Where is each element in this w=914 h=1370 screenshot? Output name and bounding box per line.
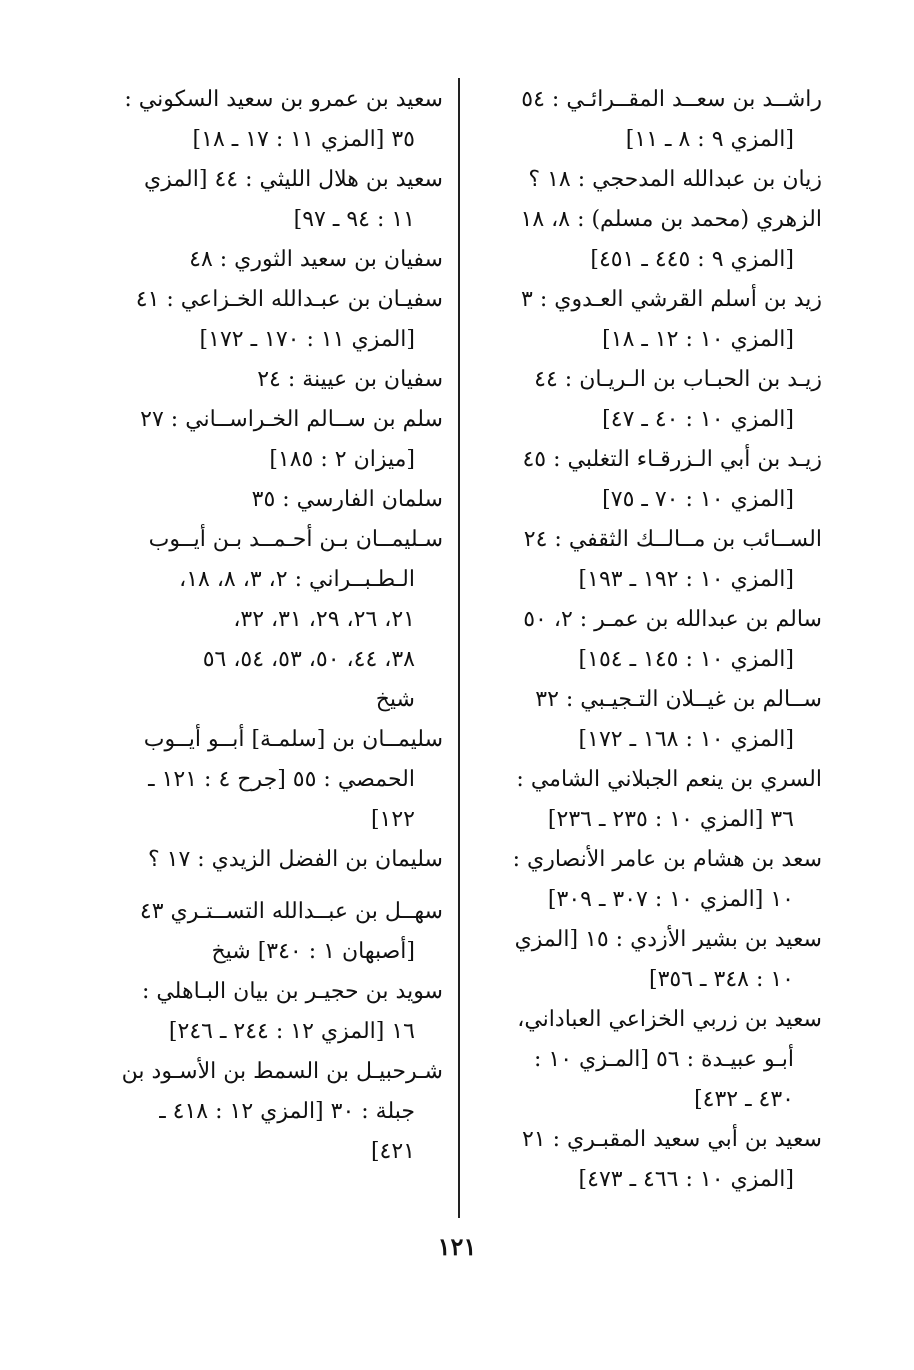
entry-headword-line: سالم بن عبدالله بن عمـر : ٢، ٥٠ (523, 607, 822, 632)
entry-continuation-line: ٣٦ [المزي ١٠ : ٢٣٥ ـ ٢٣٦] (547, 807, 794, 832)
index-entry (494, 840, 822, 920)
index-entry (115, 892, 443, 972)
page-number: ١٢١ (437, 1232, 477, 1261)
entry-headword-line: سـليمــان بـن أحـمــد بـن أيــوب (148, 527, 443, 552)
entry-continuation-line: ٢١، ٢٦، ٢٩، ٣١، ٣٢، (233, 607, 415, 632)
entry-continuation-line: ٤٢١] (370, 1139, 415, 1164)
entry-continuation-line: [المزي ٩ : ٤٤٥ ـ ٤٥١] (590, 247, 794, 272)
index-entry (115, 160, 443, 240)
entry-continuation-line: [المزي ١٠ : ١٢ ـ ١٨] (602, 327, 794, 352)
index-entry (494, 1000, 822, 1120)
entry-headword-line: زيـد بن أبي الـزرقـاء التغلبي : ٤٥ (522, 447, 822, 472)
index-column-right (494, 80, 822, 1200)
index-entry (115, 520, 443, 720)
entry-headword-line: الزهري (محمد بن مسلم) : ٨، ١٨ (520, 207, 822, 232)
entry-headword-line: شـرحبيـل بن السمط بن الأسـود بن (121, 1059, 443, 1084)
index-entry (494, 600, 822, 680)
index-entry (115, 360, 443, 400)
index-entry (494, 920, 822, 1000)
index-entry (494, 440, 822, 520)
index-entry (494, 520, 822, 600)
index-entry (494, 280, 822, 360)
entry-continuation-line: [المزي ١١ : ١٧٠ ـ ١٧٢] (199, 327, 415, 352)
entry-continuation-line: ١١ : ٩٤ ـ ٩٧] (293, 207, 415, 232)
index-column-left (115, 80, 443, 1172)
index-entry (115, 1052, 443, 1172)
index-entry (494, 680, 822, 760)
index-entry (494, 360, 822, 440)
index-entry (494, 200, 822, 280)
entry-continuation-line: [المزي ١٠ : ١٤٥ ـ ١٥٤] (578, 647, 794, 672)
entry-continuation-line: ١٦ [المزي ١٢ : ٢٤٤ ـ ٢٤٦] (168, 1019, 415, 1044)
index-entry (115, 840, 443, 880)
index-entry (494, 760, 822, 840)
entry-continuation-line: [المزي ١٠ : ١٦٨ ـ ١٧٢] (578, 727, 794, 752)
entry-continuation-line: الـطـبــراني : ٢، ٣، ٨، ١٨، (179, 567, 415, 592)
entry-continuation-line: ٣٨، ٤٤، ٥٠، ٥٣، ٥٤، ٥٦ (202, 647, 415, 672)
entry-continuation-line: [المزي ١٠ : ٤٦٦ ـ ٤٧٣] (578, 1167, 794, 1192)
index-entry (494, 1120, 822, 1200)
entry-continuation-line: [ميزان ٢ : ١٨٥] (269, 447, 415, 472)
entry-continuation-line: ١٠ : ٣٤٨ ـ ٣٥٦] (649, 967, 794, 992)
entry-headword-line: سفيان بن سعيد الثوري : ٤٨ (189, 247, 443, 272)
entry-headword-line: سلمان الفارسي : ٣٥ (251, 487, 443, 512)
entry-headword-line: سفيان بن عيينة : ٢٤ (257, 367, 443, 392)
index-entry (115, 720, 443, 840)
entry-continuation-line: [المزي ١٠ : ٧٠ ـ ٧٥] (602, 487, 794, 512)
index-entry (115, 480, 443, 520)
entry-headword-line: سليمــان بن [سلمـة] أبــو أيــوب (143, 727, 443, 752)
entry-headword-line: سفيـان بن عبـدالله الخـزاعي : ٤١ (135, 287, 443, 312)
index-entry (494, 160, 822, 200)
entry-continuation-line: [المزي ٩ : ٨ ـ ١١] (625, 127, 794, 152)
entry-headword-line: راشــد بن سعــد المقــرائـي : ٥٤ (521, 87, 822, 112)
column-divider (458, 78, 460, 1218)
entry-continuation-line: [أصبهان ١ : ٣٤٠] شيخ (211, 939, 415, 964)
entry-headword-line: سعيد بن هلال الليثي : ٤٤ [المزي (143, 167, 443, 192)
entry-continuation-line: الحمصي : ٥٥ [جرح ٤ : ١٢١ ـ (148, 767, 415, 792)
entry-continuation-line: ١٠ [المزي ١٠ : ٣٠٧ ـ ٣٠٩] (547, 887, 794, 912)
entry-headword-line: ســالم بن غيــلان التـجيـبي : ٣٢ (535, 687, 822, 712)
index-entry (494, 80, 822, 160)
index-entry (115, 240, 443, 280)
entry-continuation-line: ٣٥ [المزي ١١ : ١٧ ـ ١٨] (192, 127, 415, 152)
entry-continuation-line: شيخ (375, 687, 415, 712)
entry-continuation-line: [المزي ١٠ : ٤٠ ـ ٤٧] (602, 407, 794, 432)
index-entry (115, 280, 443, 360)
entry-headword-line: سعيد بن بشير الأزدي : ١٥ [المزي (514, 927, 822, 952)
entry-headword-line: سويد بن حجيـر بن بيان البـاهلي : (141, 979, 443, 1004)
entry-continuation-line: [المزي ١٠ : ١٩٢ ـ ١٩٣] (578, 567, 794, 592)
entry-headword-line: السري بن ينعم الجبلاني الشامي : (516, 767, 822, 792)
entry-headword-line: سليمان بن الفضل الزيدي : ١٧ ؟ (147, 847, 443, 872)
entry-headword-line: سعيد بن عمرو بن سعيد السكوني : (124, 87, 443, 112)
entry-headword-line: سلم بن ســالم الخـراســاني : ٢٧ (140, 407, 443, 432)
index-entry (115, 400, 443, 480)
entry-headword-line: سعيد بن زربي الخزاعي العباداني، (517, 1007, 822, 1032)
index-entry (115, 80, 443, 160)
entry-continuation-line: ١٢٢] (370, 807, 415, 832)
entry-headword-line: الســائب بن مــالــك الثقفي : ٢٤ (523, 527, 822, 552)
entry-continuation-line: جبلة : ٣٠ [المزي ١٢ : ٤١٨ ـ (159, 1099, 415, 1124)
entry-headword-line: سعيد بن أبي سعيد المقبـري : ٢١ (521, 1127, 822, 1152)
entry-continuation-line: ٤٣٠ ـ ٤٣٢] (694, 1087, 794, 1112)
entry-headword-line: سهــل بن عبــدالله التســتـري ٤٣ (139, 899, 443, 924)
entry-continuation-line: أبـو عبيـدة : ٥٦ [المـزي ١٠ : (534, 1047, 794, 1072)
entry-headword-line: زيـد بن الحبـاب بن الـريـان : ٤٤ (534, 367, 822, 392)
index-entry (115, 972, 443, 1052)
entry-headword-line: زيان بن عبدالله المدحجي : ١٨ ؟ (528, 167, 822, 192)
entry-headword-line: سعد بن هشام بن عامر الأنصاري : (512, 847, 822, 872)
entry-headword-line: زيد بن أسلم القرشي العـدوي : ٣ (521, 287, 822, 312)
